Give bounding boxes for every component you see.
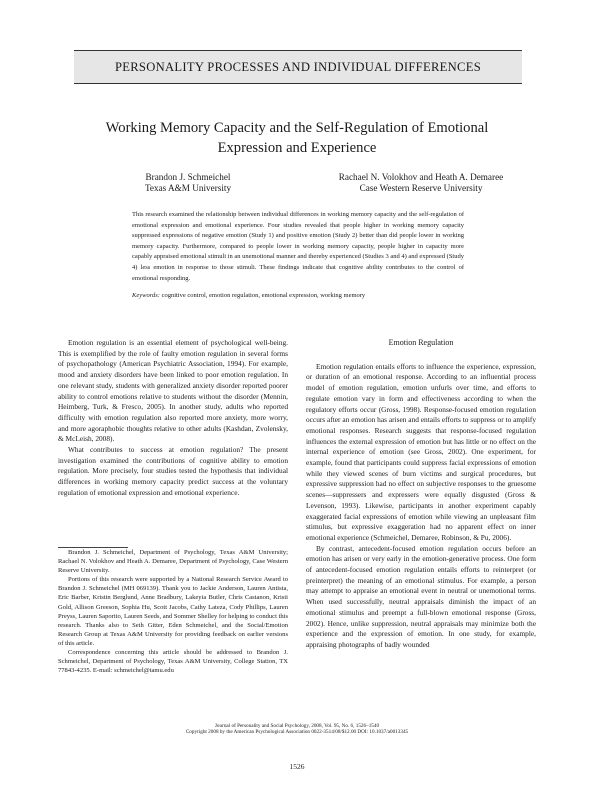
author-affiliation: Texas A&M University xyxy=(144,183,232,193)
journal-line: Journal of Personality and Social Psychology, 2008, Vol. 95, No. 6, 1526–1540 xyxy=(214,723,380,729)
title-line-1: Working Memory Capacity and the Self-Regulation of Emotional xyxy=(105,120,489,136)
keywords-label: Keywords: xyxy=(132,292,160,300)
author-name: Brandon J. Schmeichel xyxy=(145,172,231,182)
title-line-2: Expression and Experience xyxy=(217,140,377,156)
abstract xyxy=(132,210,464,302)
journal-citation xyxy=(100,723,494,736)
body-paragraph: Emotion regulation entails efforts to influence the experience, expression, or duration of an emotional response. According to an influential process model of emotion regulation, emotion unfurls over time, and efforts to regulate emotion vary in form and effectiveness according to when the regulatory efforts occur (Gross, 1998). Response-focused emotion regulation occurs after an emotion has arisen and entails efforts to suppress or to amplify emotional responses. Research suggests that response-focused regulation influences the external expression of emotion but has little or no effect on the internal experience of emotion (see Gross, 2002). One experiment, for example, found that participants could suppress facial expressions of emotion while they viewed scenes of burn victims and surgical procedures, but expressive suppression had no effect on subjective responses to the gruesome scenes—suppressers and expressers were equally disgusted (Gross & Levenson, 1993). Likewise, participants in another experiment capably exaggerated facial expressions of emotion while viewing an unpleasant film stimulus, but expressive exaggeration had no apparent effect on inner emotional experience (Schmeichel, Demaree, Robinson, & Pu, 2006). xyxy=(306,361,536,542)
author-name: Rachael N. Volokhov and Heath A. Demaree xyxy=(338,172,504,182)
article-title xyxy=(60,118,534,158)
body-column-right xyxy=(306,338,536,651)
footnote-paragraph: Brandon J. Schmeichel, Department of Psychology, Texas A&M University; Rachael N. Volokhov and Heath A. Demaree, Department of Psychology, Case Western Reserve University. xyxy=(58,549,288,575)
author-note xyxy=(58,548,288,675)
body-paragraph: What contributes to success at emotion regulation? The present investigation examined the contributions of cognitive ability to emotion regulation. More precisely, four studies tested the hypothesis that individual differences in working memory capacity predict success at the voluntary regulation of emotional expression and emotional experience. xyxy=(58,445,288,497)
copyright-line: Copyright 2008 by the American Psychological Association 0022-3514/08/$12.00 DOI: 10.1037/a0013345 xyxy=(185,729,409,736)
author-block-1 xyxy=(88,172,288,194)
section-banner xyxy=(74,50,522,84)
footnote-paragraph: Correspondence concerning this article should be addressed to Brandon J. Schmeichel, Department of Psychology, Texas A&M University, College Station, TX 77843-4235. E-mail: schmeichel@tamu.edu xyxy=(58,649,288,675)
keywords xyxy=(132,291,464,302)
body-column-left xyxy=(58,338,288,499)
body-paragraph: Emotion regulation is an essential element of psychological well-being. This is exemplified by the role of faulty emotion regulation in several forms of psychopathology (American Psychiatric Association, 1994). For example, mood and anxiety disorders have been linked to poor emotion regulation. In one relevant study, students with generalized anxiety disorder reported poorer ability to control emotions relative to students without the disorder (Mennin, Heimberg, Turk, & Fresco, 2005). In another study, adults who reported difficulty with emotion regulation also reported more anxiety, more worry, and more agoraphobic thoughts relative to other adults (Kashdan, Zvolensky, & McLeish, 2008). xyxy=(58,338,288,444)
author-block-2 xyxy=(306,172,536,194)
abstract-text: This research examined the relationship between individual differences in working memory capacity and the self-regulation of emotional expression and emotional experience. Four studies revealed that people higher in working memory capacity suppressed expressions of negative emotion (Study 1) and positive emotion (Study 2) better than did people lower in working memory capacity. Furthermore, compared to people lower in working memory capacity, people higher in capacity more capably appraised emotional stimuli in an unemotional manner and thereby experienced (Studies 3 and 4) and expressed (Study 4) less emotion in response to those stimuli. These findings indicate that cognitive ability contributes to the control of emotional responding. xyxy=(132,211,464,282)
body-paragraph: By contrast, antecedent-focused emotion regulation occurs before an emotion has arisen or very early in the emotion-generative process. One form of antecedent-focused emotion regulation entails efforts to reinterpret (or preinterpret) the meaning of an emotional stimulus. For example, a person may attempt to appraise an emotional event in neutral or unemotional terms. When used successfully, neutral appraisals diminish the impact of an emotional stimulus and preempt a full-blown emotional response (Gross, 2002). Hence, unlike suppression, neutral appraisals may minimize both the experience and the expression of emotion. In one study, for example, appraising photographs of badly wounded xyxy=(306,543,536,649)
section-heading: Emotion Regulation xyxy=(388,338,454,347)
keywords-list: cognitive control, emotion regulation, emotional expression, working memory xyxy=(161,292,366,300)
page-number: 1526 xyxy=(289,762,305,771)
author-affiliation: Case Western Reserve University xyxy=(359,183,483,193)
banner-text: PERSONALITY PROCESSES AND INDIVIDUAL DIFFERENCES xyxy=(114,59,482,74)
footnote-paragraph: Portions of this research were supported by a National Research Service Award to Brandon J. Schmeichel (MH 069139). Thank you to Jackie Anderson, Lauren Antista, Eric Barber, Kristin Berglund, Anne Bradbury, Lakeyia Butler, Chris Castanon, Kristi Gold, Allison Greeson, Sophia Hu, Scott Jacobs, Cathy Lateza, Cody Phillips, Lauren Preyss, Lauren Saporito, Lauren Seeds, and Sommer Shelley for helping to conduct this research. Thanks also to Seth Gitter, Eden Schmeichel, and the Social/Emotion Research Group at Texas A&M University for providing feedback on earlier versions of this article. xyxy=(58,576,289,647)
